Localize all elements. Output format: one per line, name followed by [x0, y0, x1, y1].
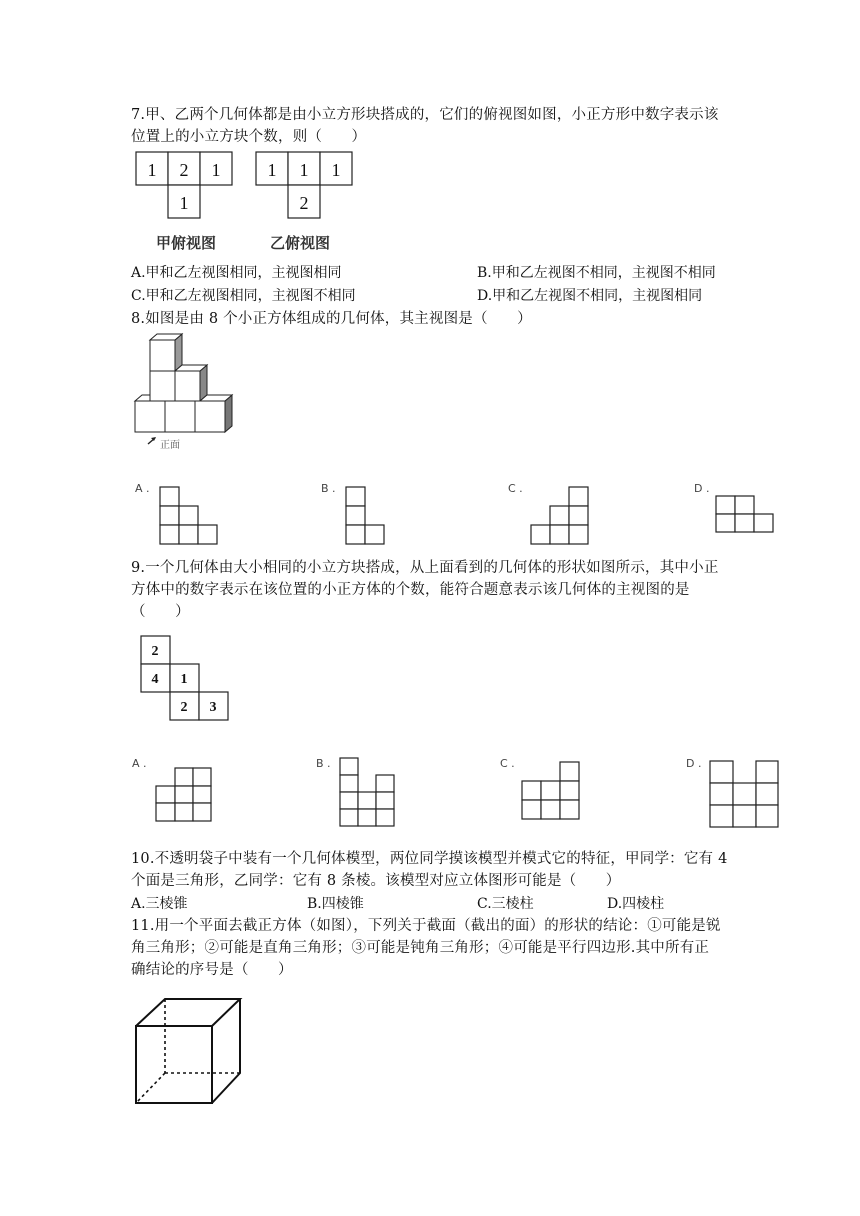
q7-jia-caption: 甲俯视图	[155, 234, 217, 252]
q10-stem-line1: 10.不透明袋子中装有一个几何体模型，两位同学摸该模型并模式它的特征，甲同学：它有 4	[131, 851, 728, 867]
q8-choice-d[interactable]	[716, 496, 776, 536]
q8-choice-b-label[interactable]: B .	[321, 482, 336, 495]
q10-option-b[interactable]: B.四棱锥	[307, 896, 364, 912]
q7-option-b[interactable]: B.甲和乙左视图不相同，主视图不相同	[477, 265, 716, 281]
q9-choice-b-label[interactable]: B .	[316, 757, 331, 770]
q8-stem: 8.如图是由 8 个小正方体组成的几何体，其主视图是（ ）	[131, 311, 532, 327]
q8-choice-a[interactable]	[160, 487, 220, 547]
q8-choice-b[interactable]	[346, 487, 406, 547]
q7-stem-line2: 位置上的小立方块个数，则（ ）	[131, 129, 367, 145]
q9-top-view	[141, 636, 241, 726]
q9-choice-d-label[interactable]: D .	[686, 757, 702, 770]
q10-option-c[interactable]: C.三棱柱	[477, 896, 534, 912]
q8-choice-c-label[interactable]: C .	[508, 482, 523, 495]
q8-choice-a-label[interactable]: A .	[135, 482, 150, 495]
q7-jia-top-view	[136, 152, 236, 252]
q7-yi-cell: 1	[299, 160, 309, 180]
q7-yi-cell: 2	[299, 193, 309, 213]
q7-jia-cell: 1	[179, 193, 189, 213]
q8-solid-figure	[130, 334, 240, 454]
q7-yi-cell: 1	[331, 160, 341, 180]
q11-stem-line1: 11.用一个平面去截正方体（如图），下列关于截面（截出的面）的形状的结论：①可能是锐	[131, 918, 721, 934]
q7-option-a[interactable]: A.甲和乙左视图相同，主视图相同	[131, 265, 342, 281]
q7-option-d[interactable]: D.甲和乙左视图不相同，主视图相同	[477, 288, 703, 304]
q9-choice-c-label[interactable]: C .	[500, 757, 515, 770]
q9-cell: 3	[209, 700, 217, 715]
q11-cube-figure	[132, 997, 247, 1107]
q10-option-d[interactable]: D.四棱柱	[607, 896, 665, 912]
q11-stem-line2: 角三角形；②可能是直角三角形；③可能是钝角三角形；④可能是平行四边形.其中所有正	[131, 940, 710, 956]
q9-choice-a-label[interactable]: A .	[132, 757, 147, 770]
q8-front-label: 正面	[160, 440, 180, 451]
q7-yi-top-view	[256, 152, 356, 252]
q8-choice-c[interactable]	[531, 487, 591, 547]
q7-jia-cell: 1	[147, 160, 157, 180]
q8-choice-d-label[interactable]: D .	[694, 482, 710, 495]
q7-yi-cell: 1	[267, 160, 277, 180]
q7-jia-cell: 2	[179, 160, 189, 180]
q7-jia-cell: 1	[211, 160, 221, 180]
q7-yi-caption: 乙俯视图	[269, 234, 331, 252]
q9-choice-d[interactable]	[710, 761, 782, 831]
q9-cell: 1	[180, 672, 188, 687]
q11-stem-line3: 确结论的序号是（ ）	[131, 962, 293, 978]
q7-stem-line1: 7.甲、乙两个几何体都是由小立方形块搭成的，它们的俯视图如图，小正方形中数字表示该	[131, 107, 719, 123]
q9-choice-c[interactable]	[522, 762, 582, 824]
q9-choice-a[interactable]	[156, 768, 216, 828]
q9-stem-line2: 方体中的数字表示在该位置的小正方体的个数，能符合题意表示该几何体的主视图的是	[131, 582, 690, 598]
q10-stem-line2: 个面是三角形，乙同学：它有 8 条棱。该模型对应立体图形可能是（ ）	[131, 873, 621, 889]
q10-option-a[interactable]: A.三棱锥	[131, 896, 188, 912]
q9-cell: 2	[151, 644, 159, 659]
q9-stem-line1: 9.一个几何体由大小相同的小立方块搭成，从上面看到的几何体的形状如图所示，其中小正	[131, 560, 719, 576]
q7-option-c[interactable]: C.甲和乙左视图相同，主视图不相同	[131, 288, 356, 304]
q9-choice-b[interactable]	[340, 758, 400, 830]
q9-cell: 4	[151, 672, 159, 687]
q9-stem-line3: （ ）	[131, 604, 190, 620]
q9-cell: 2	[180, 700, 188, 715]
